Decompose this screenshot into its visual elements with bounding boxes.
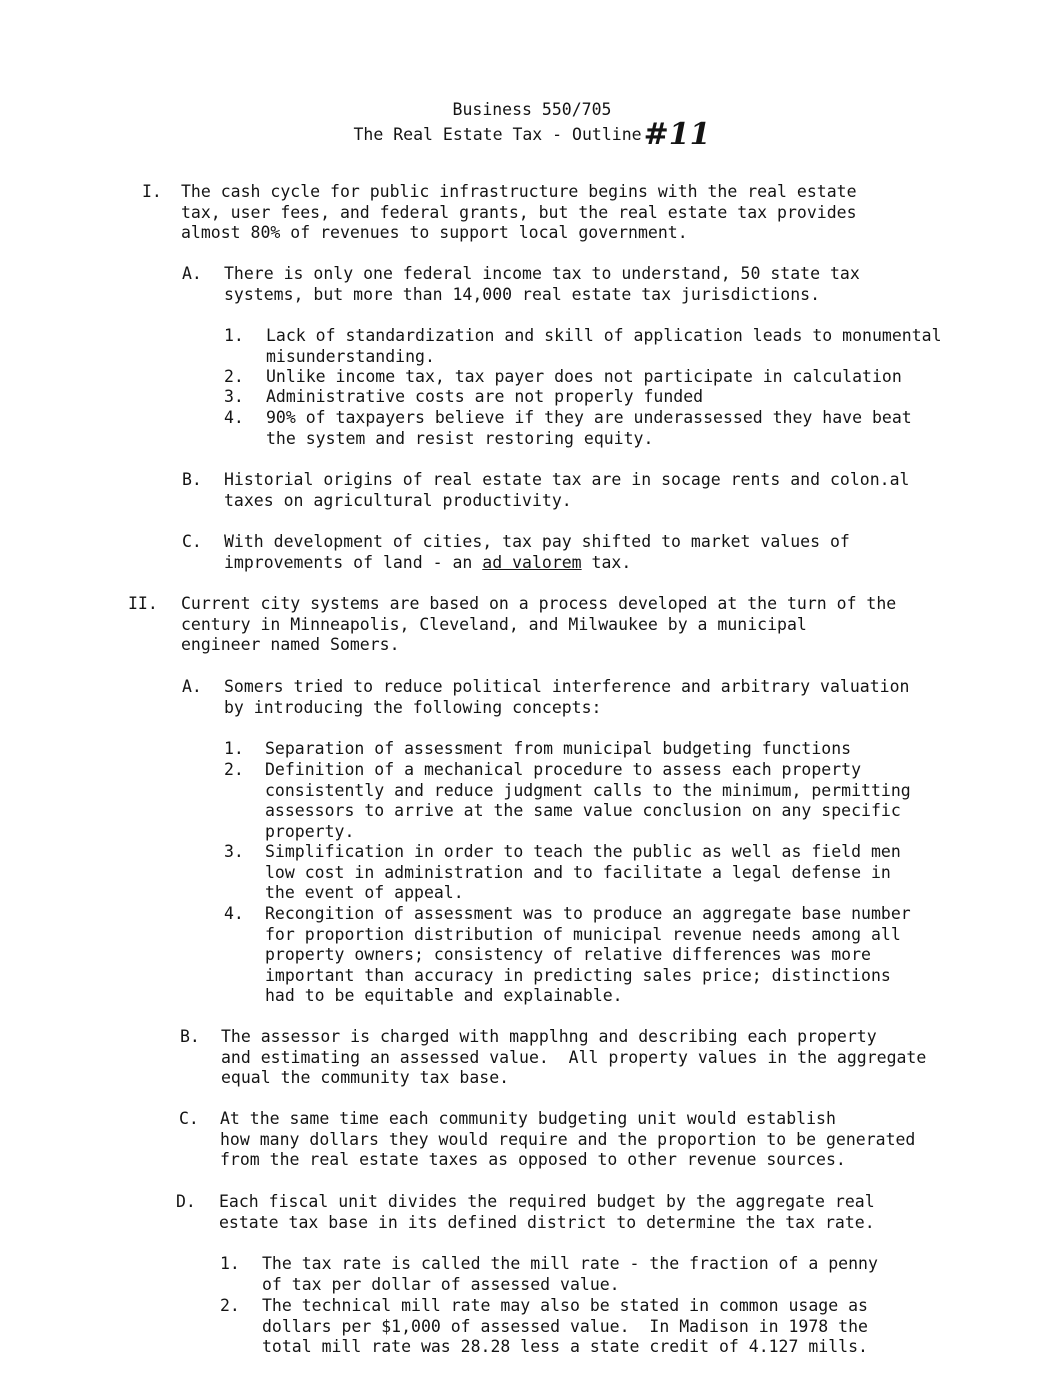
text-line: century in Minneapolis, Cleveland, and Milwaukee by a municipal (181, 614, 807, 634)
item-text (266, 387, 703, 408)
item-marker (224, 326, 244, 347)
item-number: 1. (220, 1254, 240, 1273)
text-line: and estimating an assessed value. All property values in the aggregate (221, 1047, 927, 1067)
text-line: the system and resist restoring equity. (266, 428, 654, 448)
subsection-marker: C. (179, 1109, 199, 1128)
text-line: The tax rate is called the mill rate - the fraction of a penny (262, 1254, 878, 1273)
text-line: Somers tried to reduce political interference and arbitrary valuation (224, 677, 910, 696)
item-number: 2. (220, 1296, 240, 1315)
text-line: Simplification in order to teach the public as well as field men (265, 842, 901, 861)
outline-title (0, 117, 1064, 152)
text-line: consistently and reduce judgment calls to the minimum, permitting (265, 780, 911, 800)
section-2a-text (224, 677, 909, 718)
item-marker (224, 408, 244, 429)
item-text (265, 842, 901, 904)
item-text (262, 1254, 878, 1295)
section-1-marker (142, 182, 162, 203)
text-line: The assessor is charged with mapplhng and describing each property (221, 1027, 877, 1046)
course-title (0, 100, 1064, 121)
text-line: assessors to arrive at the same value conclusion on any specific (265, 801, 901, 820)
text-line: low cost in administration and to facilitate a legal defense in (265, 862, 891, 882)
section-2d-text (219, 1192, 875, 1233)
subsection-marker: B. (180, 1027, 200, 1046)
text-line: Recongition of assessment was to produce an aggregate base number (265, 904, 911, 923)
text-line: had to be equitable and explainable. (265, 986, 623, 1005)
subsection-marker: A. (182, 677, 202, 696)
text-line: systems, but more than 14,000 real estate tax jurisdictions. (224, 284, 821, 304)
section-1c-text (224, 532, 850, 573)
item-text (265, 904, 911, 1007)
text-line: equal the community tax base. (221, 1068, 510, 1087)
text-line: Separation of assessment from municipal budgeting functions (265, 739, 852, 758)
text-line: taxes on agricultural productivity. (224, 490, 572, 510)
text-line: Definition of a mechanical procedure to assess each property (265, 760, 862, 779)
item-number: 3. (224, 842, 244, 861)
item-text (262, 1296, 868, 1358)
section-2-marker (128, 594, 158, 615)
text-line: property owners; consistency of relative differences was more (265, 945, 871, 964)
section-2b-marker (180, 1027, 200, 1048)
section-2a-marker (182, 677, 202, 698)
item-marker (220, 1296, 240, 1317)
text-line: There is only one federal income tax to understand, 50 state tax (224, 264, 860, 283)
text-line: Historial origins of real estate tax are in socage rents and colon.al (224, 470, 910, 489)
text-line: total mill rate was 28.28 less a state credit of 4.127 mills. (262, 1337, 868, 1356)
text-line: how many dollars they would require and the proportion to be generated (220, 1129, 916, 1149)
item-marker (224, 760, 244, 781)
text-line: engineer named Somers. (181, 635, 400, 654)
item-number: 1. (224, 326, 244, 345)
item-marker (224, 739, 244, 760)
text-line: by introducing the following concepts: (224, 697, 602, 717)
handwritten-number: #11 (643, 117, 711, 152)
item-marker (224, 367, 244, 388)
section-1-text (181, 182, 857, 244)
text-line: Lack of standardization and skill of application leads to monumental (266, 326, 942, 345)
item-marker (224, 387, 244, 408)
section-2c-text (220, 1109, 915, 1171)
section-marker: I. (142, 182, 162, 201)
subsection-marker: D. (176, 1192, 196, 1211)
text-line-underlined: improvements of land - an ad valorem tax. (224, 552, 632, 572)
text-line: dollars per $1,000 of assessed value. In Madison in 1978 the (262, 1316, 868, 1336)
course-number: Business 550/705 (452, 100, 612, 119)
text-line: estate tax base in its defined district to determine the tax rate. (219, 1212, 875, 1232)
item-number: 3. (224, 387, 244, 406)
item-text (266, 408, 912, 449)
item-number: 4. (224, 904, 244, 923)
text-line: The cash cycle for public infrastructure begins with the real estate (181, 182, 857, 201)
text-line: almost 80% of revenues to support local government. (181, 223, 688, 242)
item-text (265, 739, 851, 760)
item-number: 4. (224, 408, 244, 427)
item-text (266, 367, 902, 388)
section-2b-text (221, 1027, 926, 1089)
item-marker (220, 1254, 240, 1275)
text-line: from the real estate taxes as opposed to other revenue sources. (220, 1150, 846, 1169)
text-line: 90% of taxpayers believe if they are underassessed they have beat (266, 408, 912, 427)
outline-title-text: The Real Estate Tax - Outline (353, 125, 642, 144)
text-line: tax, user fees, and federal grants, but the real estate tax provides (181, 202, 857, 222)
section-1b-marker (182, 470, 202, 491)
item-text (265, 760, 911, 842)
text-line: The technical mill rate may also be stated in common usage as (262, 1296, 868, 1315)
text-line: of tax per dollar of assessed value. (262, 1274, 620, 1294)
text-line: Unlike income tax, tax payer does not participate in calculation (266, 367, 902, 386)
section-1b-text (224, 470, 909, 511)
text-line: Current city systems are based on a process developed at the turn of the (181, 594, 897, 613)
section-1a-marker (182, 264, 202, 285)
item-number: 2. (224, 760, 244, 779)
text-line: At the same time each community budgeting unit would establish (220, 1109, 836, 1128)
text-line: for proportion distribution of municipal revenue needs among all (265, 924, 901, 944)
text-line: Each fiscal unit divides the required budget by the aggregate real (219, 1192, 875, 1211)
section-2c-marker (179, 1109, 199, 1130)
subsection-marker: B. (182, 470, 202, 489)
underlined-term: ad valorem (482, 552, 582, 572)
section-2-text (181, 594, 896, 656)
text-line: misunderstanding. (266, 346, 435, 366)
item-text (266, 326, 942, 367)
section-2d-marker (176, 1192, 196, 1213)
item-number: 2. (224, 367, 244, 386)
subsection-marker: C. (182, 532, 202, 551)
subsection-marker: A. (182, 264, 202, 283)
item-marker (224, 842, 244, 863)
item-number: 1. (224, 739, 244, 758)
text-line: With development of cities, tax pay shifted to market values of (224, 532, 850, 551)
item-marker (224, 904, 244, 925)
text-line: the event of appeal. (265, 883, 464, 902)
text-line: important than accuracy in predicting sales price; distinctions (265, 965, 891, 985)
text-line: property. (265, 821, 355, 841)
section-1c-marker (182, 532, 202, 553)
section-marker: II. (128, 594, 158, 613)
text-line: Administrative costs are not properly funded (266, 387, 704, 406)
section-1a-text (224, 264, 860, 305)
